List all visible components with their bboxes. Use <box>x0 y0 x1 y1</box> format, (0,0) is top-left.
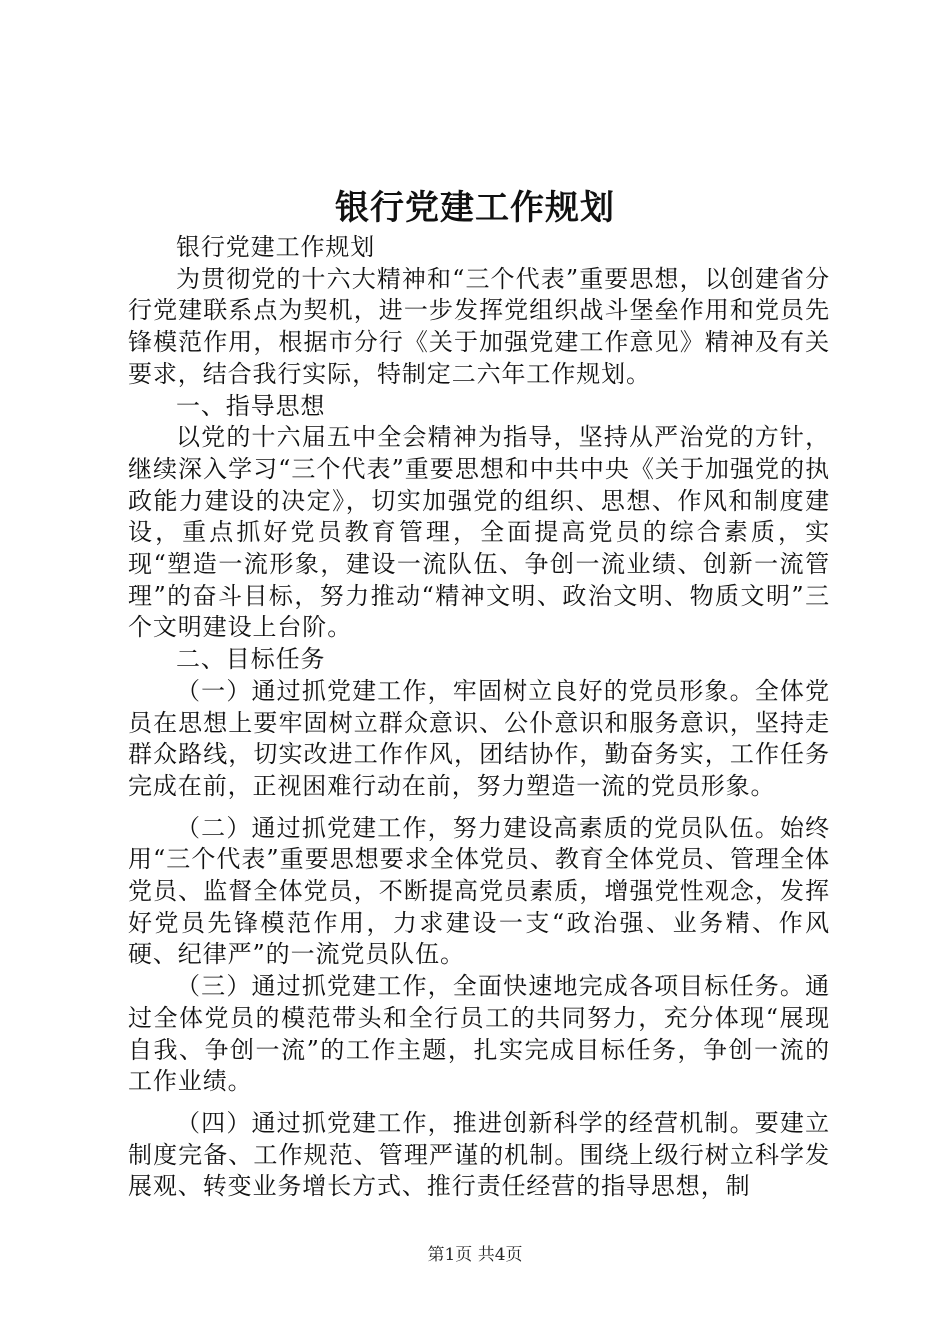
target-item-1-paragraph: （一）通过抓党建工作，牢固树立良好的党员形象。全体党员在思想上要牢固树立群众意识、公仆意识和服务意识，坚持走群众路线，切实改进工作作风，团结协作，勤奋务实，工作任务完成在前，正视困难行动在前，努力塑造一流的党员形象。 <box>128 676 830 800</box>
section-heading-guiding-thought: 一、指导思想 <box>176 391 326 420</box>
intro-paragraph: 为贯彻党的十六大精神和“三个代表”重要思想，以创建省分行党建联系点为契机，进一步发挥党组织战斗堡垒作用和党员先锋模范作用，根据市分行《关于加强党建工作意见》精神及有关要求，结合我行实际，特制定二六年工作规划。 <box>128 264 830 388</box>
subtitle-paragraph: 银行党建工作规划 <box>176 233 376 261</box>
guiding-thought-paragraph: 以党的十六届五中全会精神为指导，坚持从严治党的方针，继续深入学习“三个代表”重要思想和中共中央《关于加强党的执政能力建设的决定》，切实加强党的组织、思想、作风和制度建设，重点抓好党员教育管理，全面提高党员的综合素质，实现“塑造一流形象，建设一流队伍、争创一流业绩、创新一流管理”的奋斗目标，努力推动“精神文明、政治文明、物质文明”三个文明建设上台阶。 <box>128 423 830 642</box>
target-item-4-paragraph: （四）通过抓党建工作，推进创新科学的经营机制。要建立制度完备、工作规范、管理严谨的机制。围绕上级行树立科学发展观、转变业务增长方式、推行责任经营的指导思想，制 <box>128 1108 830 1201</box>
document-body <box>128 232 830 1203</box>
page-footer: 第1页 共4页 <box>427 1245 523 1265</box>
section-heading-targets: 二、目标任务 <box>176 645 326 674</box>
target-item-2-paragraph: （二）通过抓党建工作，努力建设高素质的党员队伍。始终用“三个代表”重要思想要求全体党员、教育全体党员、管理全体党员、监督全体党员，不断提高党员素质，增强党性观念，发挥好党员先锋模范作用，力求建设一支“政治强、业务精、作风硬、纪律严”的一流党员队伍。 <box>128 813 830 969</box>
target-item-3-paragraph: （三）通过抓党建工作，全面快速地完成各项目标任务。通过全体党员的模范带头和全行员工的共同努力，充分体现“展现自我、争创一流”的工作主题，扎实完成目标任务，争创一流的工作业绩。 <box>128 972 830 1096</box>
document-title: 银行党建工作规划 <box>335 188 615 228</box>
